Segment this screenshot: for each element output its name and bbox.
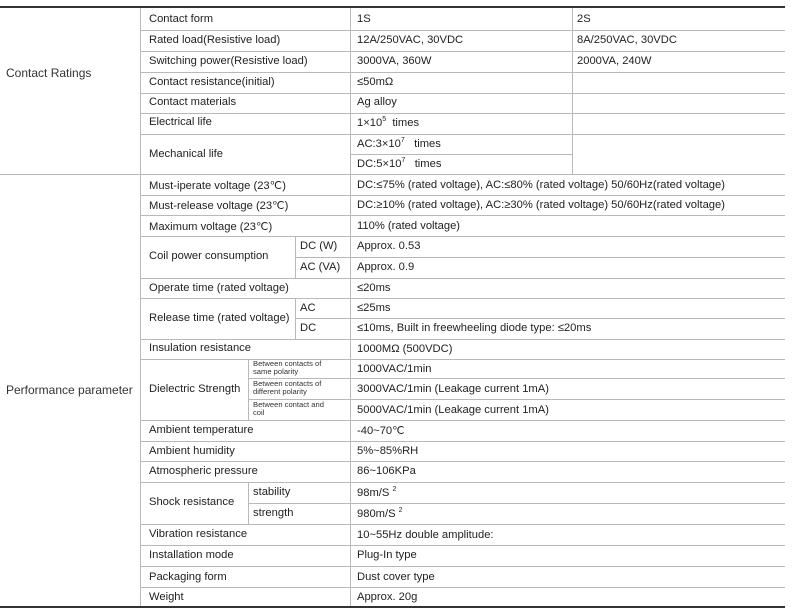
release-time-ac-label: AC bbox=[300, 302, 316, 314]
row-line bbox=[140, 461, 785, 462]
contact-materials-label: Contact materials bbox=[149, 96, 237, 108]
col-line bbox=[572, 8, 573, 174]
row-line bbox=[140, 566, 785, 567]
shock-stability-value: 98m/S $^2$ bbox=[357, 486, 397, 499]
contact-resistance-value: ≤50mΩ bbox=[357, 76, 394, 88]
row-line bbox=[140, 339, 785, 340]
section-contact-ratings: Contact Ratings bbox=[6, 66, 92, 80]
col-line bbox=[350, 8, 351, 606]
must-operate-label: Must-iperate voltage (23℃) bbox=[149, 180, 286, 192]
operate-time-value: ≤20ms bbox=[357, 282, 391, 294]
mechanical-life-dc: $DC:5\times 10^7$ times bbox=[357, 157, 442, 170]
section-divider bbox=[0, 174, 785, 175]
packaging-label: Packaging form bbox=[149, 571, 227, 583]
row-line bbox=[248, 503, 785, 504]
row-line bbox=[140, 298, 785, 299]
table-bottom-border bbox=[0, 606, 785, 608]
shock-strength-label: strength bbox=[253, 507, 294, 519]
col-line bbox=[295, 236, 296, 278]
atm-pressure-label: Atmospheric pressure bbox=[149, 465, 258, 477]
row-line bbox=[140, 215, 785, 216]
dielectric-r3-value: 5000VAC/1min (Leakage current 1mA) bbox=[357, 404, 549, 416]
insulation-value: 1000MΩ (500VDC) bbox=[357, 343, 453, 355]
row-line bbox=[295, 318, 785, 319]
dielectric-r1-label: Between contacts of same polarity bbox=[253, 359, 322, 377]
operate-time-label: Operate time (rated voltage) bbox=[149, 282, 289, 294]
packaging-value: Dust cover type bbox=[357, 571, 435, 583]
rated-load-label: Rated load(Resistive load) bbox=[149, 34, 281, 46]
row-line bbox=[140, 587, 785, 588]
table-top-border bbox=[0, 6, 785, 8]
vibration-value: 10~55Hz double amplitude: bbox=[357, 529, 494, 541]
coil-power-dc-value: Approx. 0.53 bbox=[357, 240, 421, 252]
vibration-label: Vibration resistance bbox=[149, 528, 248, 540]
insulation-label: Insulation resistance bbox=[149, 342, 251, 354]
contact-resistance-label: Contact resistance(initial) bbox=[149, 76, 275, 88]
row-line bbox=[295, 257, 785, 258]
weight-label: Weight bbox=[149, 591, 184, 603]
installation-label: Installation mode bbox=[149, 549, 234, 561]
must-operate-value: DC:≤75% (rated voltage), AC:≤80% (rated voltage) 50/60Hz(rated voltage) bbox=[357, 179, 725, 191]
switching-power-label: Switching power(Resistive load) bbox=[149, 55, 308, 67]
shock-stability-label: stability bbox=[253, 486, 291, 498]
row-line bbox=[140, 420, 785, 421]
max-voltage-label: Maximum voltage (23℃) bbox=[149, 221, 273, 233]
row-line bbox=[140, 359, 785, 360]
release-time-dc-value: ≤10ms, Built in freewheeling diode type: ≤20ms bbox=[357, 322, 592, 334]
row-line bbox=[140, 93, 785, 94]
ambient-temp-value: -40~70℃ bbox=[357, 425, 405, 437]
dielectric-r2-label: Between contacts of different polarity bbox=[253, 379, 322, 397]
dielectric-r1-value: 1000VAC/1min bbox=[357, 363, 432, 375]
rated-load-1s: 12A/250VAC, 30VDC bbox=[357, 34, 464, 46]
must-release-value: DC:≥10% (rated voltage), AC:≥30% (rated voltage) 50/60Hz(rated voltage) bbox=[357, 199, 725, 211]
coil-power-ac-value: Approx. 0.9 bbox=[357, 261, 415, 273]
row-line bbox=[140, 545, 785, 546]
dielectric-r2-value: 3000VAC/1min (Leakage current 1mA) bbox=[357, 383, 549, 395]
shock-strength-value: 980m/S $^2$ bbox=[357, 507, 403, 520]
row-line bbox=[140, 236, 785, 237]
release-time-dc-label: DC bbox=[300, 322, 317, 334]
release-time-ac-value: ≤25ms bbox=[357, 302, 391, 314]
row-line bbox=[140, 524, 785, 525]
col-line bbox=[248, 359, 249, 420]
section-performance-parameter: Performance parameter bbox=[6, 383, 133, 397]
row-line bbox=[140, 134, 785, 135]
row-line bbox=[248, 378, 785, 379]
contact-form-1s: 1S bbox=[357, 13, 371, 25]
row-line bbox=[350, 154, 572, 155]
col-line bbox=[295, 298, 296, 339]
col-line bbox=[248, 482, 249, 524]
row-line bbox=[140, 195, 785, 196]
must-release-label: Must-release voltage (23℃) bbox=[149, 200, 289, 212]
release-time-label: Release time (rated voltage) bbox=[149, 312, 290, 324]
contact-form-label: Contact form bbox=[149, 13, 214, 25]
ambient-temp-label: Ambient temperature bbox=[149, 424, 254, 436]
max-voltage-value: 110% (rated voltage) bbox=[357, 220, 461, 232]
col-line bbox=[140, 8, 141, 606]
ambient-humidity-value: 5%~85%RH bbox=[357, 445, 419, 457]
rated-load-2s: 8A/250VAC, 30VDC bbox=[577, 34, 677, 46]
contact-form-2s: 2S bbox=[577, 13, 591, 25]
dielectric-r3-label: Between contact and coil bbox=[253, 400, 324, 418]
electrical-life-label: Electrical life bbox=[149, 116, 212, 128]
row-line bbox=[140, 482, 785, 483]
shock-label: Shock resistance bbox=[149, 496, 235, 508]
coil-power-label: Coil power consumption bbox=[149, 250, 269, 262]
row-line bbox=[248, 399, 785, 400]
row-line bbox=[140, 72, 785, 73]
row-line bbox=[140, 113, 785, 114]
row-line bbox=[140, 441, 785, 442]
ambient-humidity-label: Ambient humidity bbox=[149, 445, 235, 457]
coil-power-ac-label: AC (VA) bbox=[300, 261, 341, 273]
row-line bbox=[140, 51, 785, 52]
row-line bbox=[140, 30, 785, 31]
coil-power-dc-label: DC (W) bbox=[300, 240, 338, 252]
mechanical-life-label: Mechanical life bbox=[149, 148, 223, 160]
switching-power-2s: 2000VA, 240W bbox=[577, 55, 652, 67]
switching-power-1s: 3000VA, 360W bbox=[357, 55, 432, 67]
row-line bbox=[140, 278, 785, 279]
installation-value: Plug-In type bbox=[357, 549, 417, 561]
dielectric-label: Dielectric Strength bbox=[149, 383, 241, 395]
weight-value: Approx. 20g bbox=[357, 591, 418, 603]
atm-pressure-value: 86~106KPa bbox=[357, 465, 416, 477]
contact-materials-value: Ag alloy bbox=[357, 96, 397, 108]
mechanical-life-ac: $AC:3\times 10^7$ times bbox=[357, 137, 441, 150]
electrical-life-value: $1\times 10^5$ times bbox=[357, 116, 420, 129]
